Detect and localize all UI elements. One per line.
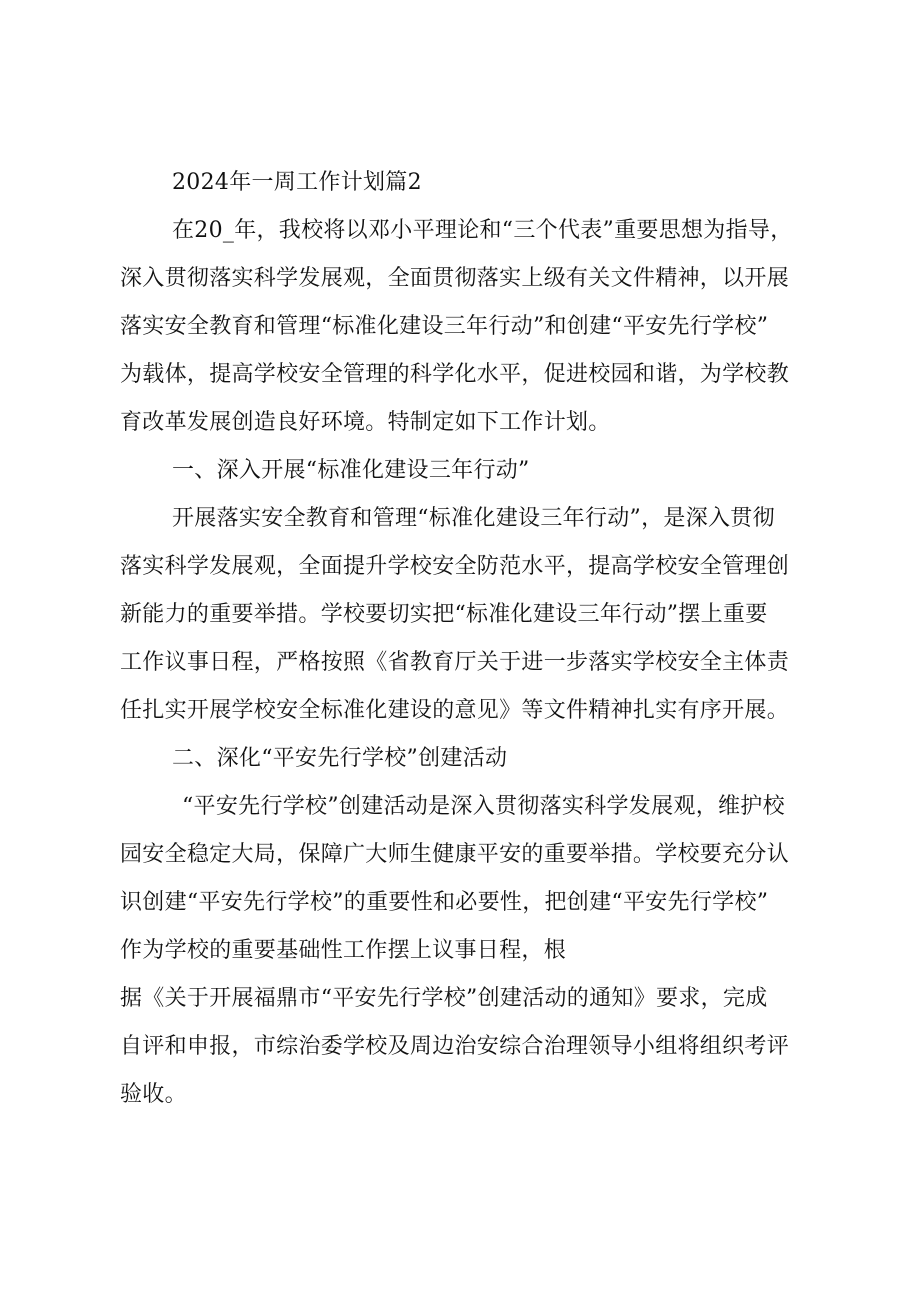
paragraph-3-line-6: 自评和申报，市综治委学校及周边治安综合治理领导小组将组织考评: [120, 1034, 790, 1059]
paragraph-2-line-4: 工作议事日程，严格按照《省教育厅关于进一步落实学校安全主体责: [120, 650, 790, 675]
paragraph-1-line-4: 为载体，提高学校安全管理的科学化水平，促进校园和谐，为学校教: [120, 362, 790, 387]
paragraph-2-line-2: 落实科学发展观，全面提升学校安全防范水平，提高学校安全管理创: [120, 554, 790, 579]
section-heading-2: 二、深化“平安先行学校”创建活动: [172, 746, 508, 771]
paragraph-1-line-3: 落实安全教育和管理“标准化建设三年行动”和创建“平安先行学校”: [120, 314, 769, 339]
paragraph-2-line-5: 任扎实开展学校安全标准化建设的意见》等文件精神扎实有序开展。: [120, 698, 790, 723]
paragraph-1-line-1: 在20_年，我校将以邓小平理论和“三个代表”重要思想为指导，: [172, 218, 793, 243]
paragraph-3-line-2: 园安全稳定大局，保障广大师生健康平安的重要举措。学校要充分认: [120, 842, 790, 867]
paragraph-3-line-1: “平安先行学校”创建活动是深入贯彻落实科学发展观，维护校: [182, 794, 785, 819]
paragraph-3-line-3: 识创建“平安先行学校”的重要性和必要性，把创建“平安先行学校”: [120, 890, 769, 915]
paragraph-2-line-1: 开展落实安全教育和管理“标准化建设三年行动”，是深入贯彻: [172, 506, 775, 531]
paragraph-1-line-5: 育改革发展创造良好环境。特制定如下工作计划。: [120, 410, 611, 435]
paragraph-3-line-7: 验收。: [120, 1082, 187, 1107]
section-heading-1: 一、深入开展“标准化建设三年行动”: [172, 458, 530, 483]
paragraph-3-line-5: 据《关于开展福鼎市“平安先行学校”创建活动的通知》要求，完成: [120, 986, 768, 1011]
paragraph-1-line-2: 深入贯彻落实科学发展观，全面贯彻落实上级有关文件精神，以开展: [120, 266, 790, 291]
document-title: 2024年一周工作计划篇2: [172, 170, 422, 195]
paragraph-3-line-4: 作为学校的重要基础性工作摆上议事日程，根: [120, 938, 567, 963]
paragraph-2-line-3: 新能力的重要举措。学校要切实把“标准化建设三年行动”摆上重要: [120, 602, 768, 627]
